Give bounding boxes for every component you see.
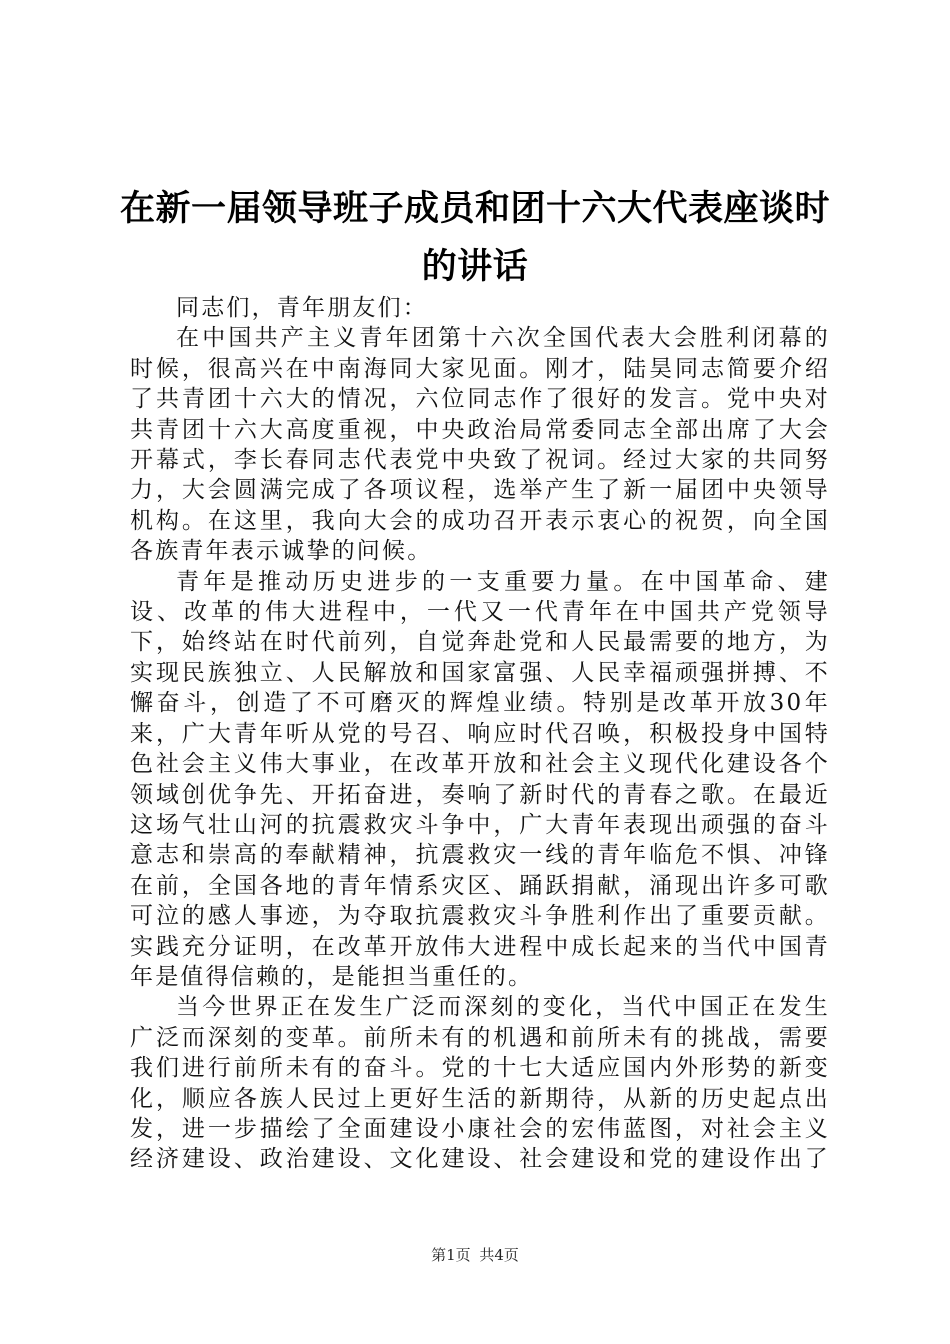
page-number: 第1页 <box>431 1246 471 1264</box>
document-body <box>130 293 830 1175</box>
greeting-line: 同志们，青年朋友们： <box>176 295 428 321</box>
title-line-2: 的讲话 <box>421 246 529 287</box>
title-line-1: 在新一届领导班子成员和团十六大代表座谈时 <box>119 188 830 229</box>
paragraph: 青年是推动历史进步的一支重要力量。在中国革命、建设、改革的伟大进程中，一代又一代青年在中国共产党领导下，始终站在时代前列，自觉奔赴党和人民最需要的地方，为实现民族独立、人民解放和国家富强、人民幸福顽强拼搏、不懈奋斗，创造了不可磨灭的辉煌业绩。特别是改革开放30年来，广大青年听从党的号召、响应时代召唤，积极投身中国特色社会主义伟大事业，在改革开放和社会主义现代化建设各个领域创优争先、开拓奋进，奏响了新时代的青春之歌。在最近这场气壮山河的抗震救灾斗争中，广大青年表现出顽强的奋斗意志和崇高的奉献精神，抗震救灾一线的青年临危不惧、冲锋在前，全国各地的青年情系灾区、踊跃捐献，涌现出许多可歌可泣的感人事迹，为夺取抗震救灾斗争胜利作出了重要贡献。实践充分证明，在改革开放伟大进程中成长起来的当代中国青年是值得信赖的，是能担当重任的。 <box>130 568 830 990</box>
document-title <box>110 180 840 296</box>
page-total: 共4页 <box>479 1246 519 1264</box>
paragraph: 当今世界正在发生广泛而深刻的变化，当代中国正在发生广泛而深刻的变革。前所未有的机遇和前所未有的挑战，需要我们进行前所未有的奋斗。党的十七大适应国内外形势的新变化，顺应各族人民过上更好生活的新期待，从新的历史起点出发，进一步描绘了全面建设小康社会的宏伟蓝图，对社会主义经济建设、政治建设、文化建设、社会建设和党的建设作出了 <box>130 994 830 1173</box>
page-footer <box>0 1244 950 1265</box>
paragraph: 在中国共产主义青年团第十六次全国代表大会胜利闭幕的时候，很高兴在中南海同大家见面。刚才，陆昊同志简要介绍了共青团十六大的情况，六位同志作了很好的发言。党中央对共青团十六大高度重视，中央政治局常委同志全部出席了大会开幕式，李长春同志代表党中央致了祝词。经过大家的共同努力，大会圆满完成了各项议程，选举产生了新一届团中央领导机构。在这里，我向大会的成功召开表示衷心的祝贺，向全国各族青年表示诚挚的问候。 <box>130 325 830 565</box>
